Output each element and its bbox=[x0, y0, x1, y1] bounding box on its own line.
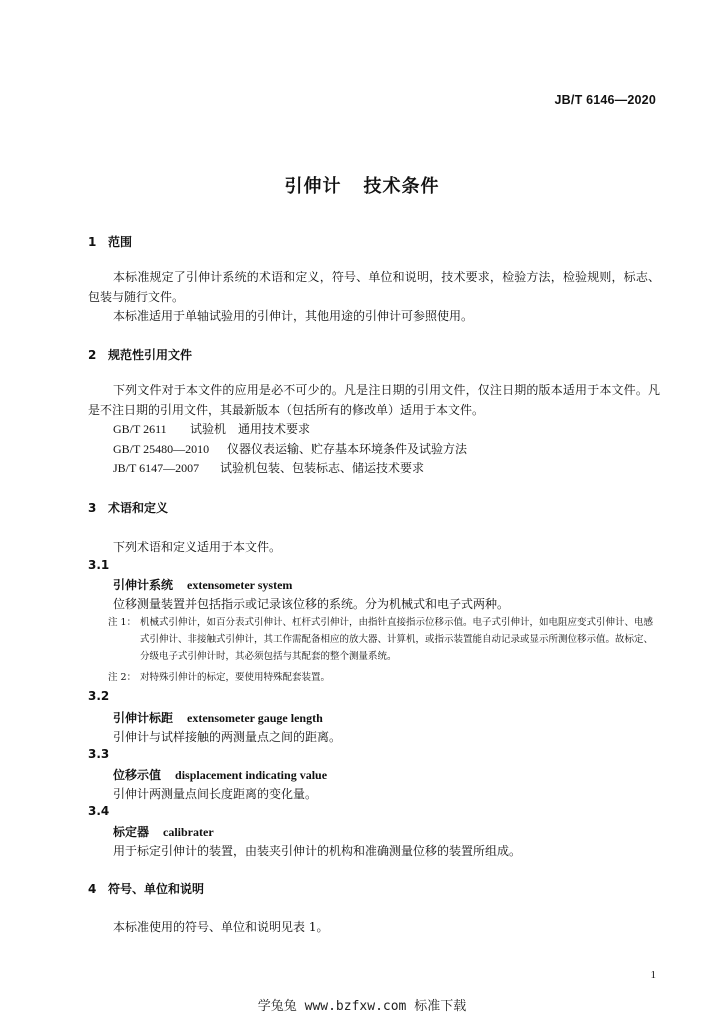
reference-code: GB/T 25480—2010 bbox=[113, 442, 210, 456]
term-definition: 用于标定引伸计的装置，由装夹引伸计的机构和准确测量位移的装置所组成。 bbox=[113, 844, 522, 858]
page-number: 1 bbox=[650, 969, 656, 981]
term-cn: 位移示值 bbox=[113, 768, 162, 782]
section-number: 1 bbox=[88, 235, 97, 249]
section-title: 符号、单位和说明 bbox=[108, 882, 205, 896]
title-part-2: 技术条件 bbox=[363, 176, 440, 197]
section-title: 范围 bbox=[108, 235, 133, 249]
term-cn: 引伸计标距 bbox=[113, 711, 174, 725]
section-4-heading bbox=[88, 880, 204, 897]
standard-code: JB/T 6146—2020 bbox=[554, 93, 656, 107]
term-heading bbox=[113, 766, 327, 783]
reference-code: JB/T 6147—2007 bbox=[113, 461, 200, 475]
section-number: 4 bbox=[88, 882, 97, 896]
section-number: 2 bbox=[88, 348, 97, 362]
reference-code: GB/T 2611 bbox=[113, 422, 167, 436]
term-number: 3.3 bbox=[88, 747, 110, 761]
section-2-heading bbox=[88, 346, 192, 363]
reference-name: 仪器仪表运输、贮存基本环境条件及试验方法 bbox=[227, 442, 468, 456]
section-title: 规范性引用文件 bbox=[108, 348, 193, 362]
note-1 bbox=[108, 614, 658, 665]
note-body: 对特殊引伸计的标定，要使用特殊配套装置。 bbox=[140, 672, 331, 683]
term-definition: 引伸计与试样接触的两测量点之间的距离。 bbox=[113, 730, 342, 744]
term-en: extensometer gauge length bbox=[187, 711, 323, 725]
term-cn: 标定器 bbox=[113, 825, 150, 839]
term-en: calibrater bbox=[163, 825, 214, 839]
section-3-heading bbox=[88, 499, 168, 516]
note-label: 注 2： bbox=[108, 672, 137, 683]
term-definition: 位移测量装置并包括指示或记录该位移的系统。分为机械式和电子式两种。 bbox=[113, 597, 510, 611]
term-number: 3.2 bbox=[88, 689, 110, 703]
term-number: 3.1 bbox=[88, 558, 110, 572]
note-label: 注 1： bbox=[108, 617, 137, 628]
term-en: displacement indicating value bbox=[175, 768, 328, 782]
footer-watermark: 学兔兔 www.bzfxw.com 标准下载 bbox=[257, 999, 467, 1014]
reference-name: 试验机 通用技术要求 bbox=[190, 422, 311, 436]
title-part-1: 引伸计 bbox=[284, 176, 342, 197]
term-heading bbox=[113, 709, 323, 726]
term-definition: 引伸计两测量点间长度距离的变化量。 bbox=[113, 787, 318, 801]
page-title bbox=[0, 172, 724, 198]
section-title: 术语和定义 bbox=[108, 501, 169, 515]
term-cn: 引伸计系统 bbox=[113, 578, 174, 592]
reference-item bbox=[113, 420, 310, 437]
reference-name: 试验机包装、包装标志、储运技术要求 bbox=[220, 461, 425, 475]
section-number: 3 bbox=[88, 501, 97, 515]
section-1-heading bbox=[88, 233, 132, 250]
reference-item bbox=[113, 440, 467, 457]
section-1-paragraph-1: 本标准规定了引伸计系统的术语和定义，符号、单位和说明，技术要求，检验方法，检验规则，标志、包装与随行文件。 bbox=[88, 270, 660, 304]
term-heading bbox=[113, 576, 292, 593]
section-2-paragraph-1: 下列文件对于本文件的应用是必不可少的。凡是注日期的引用文件，仅注日期的版本适用于本文件。凡是不注日期的引用文件，其最新版本（包括所有的修改单）适用于本文件。 bbox=[88, 383, 660, 417]
term-number: 3.4 bbox=[88, 804, 110, 818]
section-4-paragraph-1: 本标准使用的符号、单位和说明见表 1。 bbox=[113, 920, 329, 934]
note-2 bbox=[108, 669, 658, 686]
term-en: extensometer system bbox=[187, 578, 293, 592]
note-body: 机械式引伸计，如百分表式引伸计、杠杆式引伸计，由指针直接指示位移示值。电子式引伸计，如电阻应变式引伸计、电感式引伸计、非接触式引伸计，其工作需配备相应的放大器、计算机，或指示装置能自动记录或显示所测位移示值。故标定、分级电子式引伸计时，其必须包括与其配套的整个测量系统。 bbox=[140, 617, 654, 662]
section-1-paragraph-2: 本标准适用于单轴试验用的引伸计，其他用途的引伸计可参照使用。 bbox=[113, 309, 474, 323]
section-3-intro: 下列术语和定义适用于本文件。 bbox=[113, 540, 282, 554]
term-heading bbox=[113, 823, 214, 840]
reference-item bbox=[113, 459, 424, 476]
